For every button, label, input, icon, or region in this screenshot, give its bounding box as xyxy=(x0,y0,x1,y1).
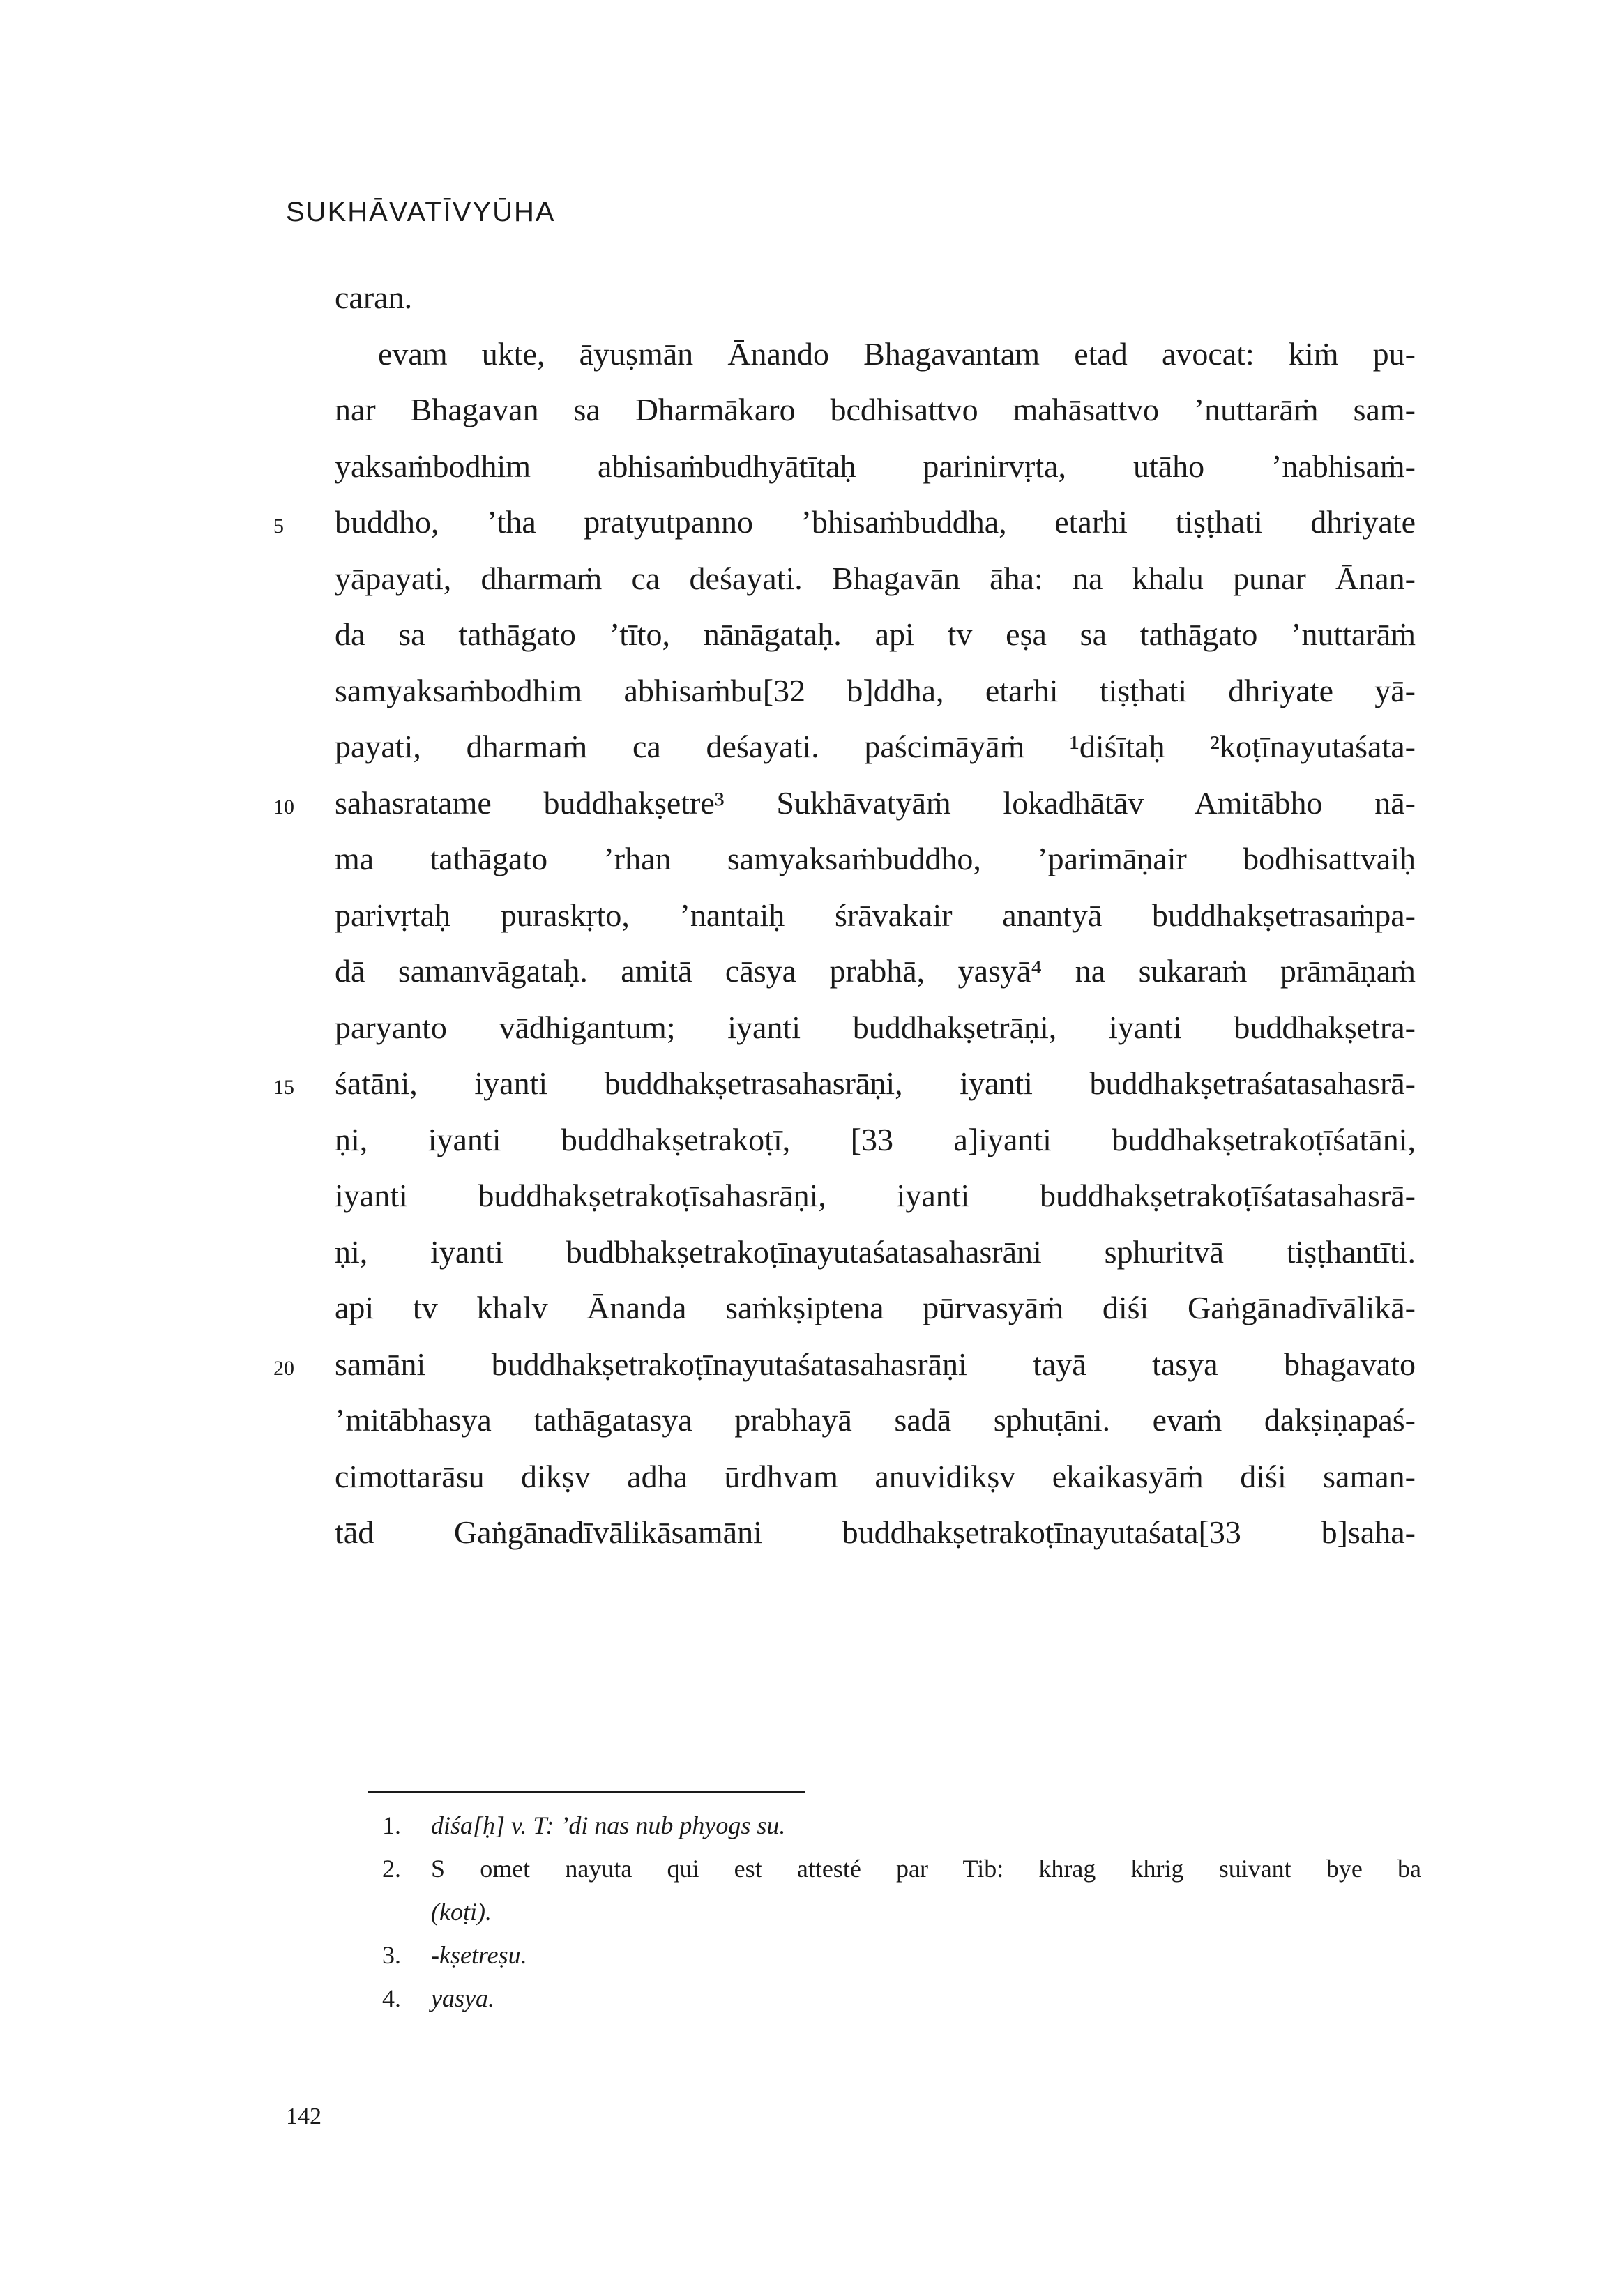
footnote-text: yasya. xyxy=(431,1984,494,2012)
text-line: ma tathāgato ’rhan samyaksaṁbuddho, ’parimāṇair bodhisattvaiḥ xyxy=(335,841,1416,876)
page-number: 142 xyxy=(286,2104,321,2129)
text-line: samāni buddhakṣetrakoṭīnayutaśatasahasrāṇi tayā tasya bhagavato xyxy=(335,1346,1416,1382)
text-line: cimottarāsu dikṣv adha ūrdhvam anuvidikṣv ekaikasyāṁ diśi saman- xyxy=(335,1459,1416,1494)
text-line: samyaksaṁbodhim abhisaṁbu[32 b]ddha, etarhi tiṣṭhati dhriyate yā- xyxy=(335,673,1416,708)
footnote-text: S omet nayuta qui est attesté par Tib: khrag khrig suivant bye ba xyxy=(431,1855,1421,1883)
text-line: yaksaṁbodhim abhisaṁbudhyātītaḥ parinirvṛta, utāho ’nabhisaṁ- xyxy=(335,448,1416,484)
footnote-text: -kṣetreṣu. xyxy=(431,1941,527,1969)
footnote-rule xyxy=(368,1791,805,1793)
footnote-number: 2. xyxy=(382,1855,401,1883)
line-number: 15 xyxy=(273,1076,294,1099)
text-line: ṇi, iyanti buddhakṣetrakoṭī, [33 a]iyanti buddhakṣetrakoṭīśatāni, xyxy=(335,1122,1416,1157)
text-line: payati, dharmaṁ ca deśayati. paścimāyāṁ ¹diśītaḥ ²koṭīnayutaśata- xyxy=(335,729,1416,764)
text-line: da sa tathāgato ’tīto, nānāgataḥ. api tv eṣa sa tathāgato ’nuttarāṁ xyxy=(335,616,1416,652)
text-line: śatāni, iyanti buddhakṣetrasahasrāṇi, iyanti buddhakṣetraśatasahasrā- xyxy=(335,1065,1416,1101)
text-line: paryanto vādhigantum; iyanti buddhakṣetrāṇi, iyanti buddhakṣetra- xyxy=(335,1010,1416,1045)
text-line: yāpayati, dharmaṁ ca deśayati. Bhagavān āha: na khalu punar Ānan- xyxy=(335,561,1416,596)
footnote-text: (koṭi). xyxy=(431,1898,492,1926)
text-line: evam ukte, āyuṣmān Ānando Bhagavantam etad avocat: kiṁ pu- xyxy=(378,336,1416,372)
text-line: dā samanvāgataḥ. amitā cāsya prabhā, yasyā⁴ na sukaraṁ prāmāṇaṁ xyxy=(335,953,1416,989)
text-line: buddho, ’tha pratyutpanno ’bhisaṁbuddha, etarhi tiṣṭhati dhriyate xyxy=(335,504,1416,540)
line-number: 20 xyxy=(273,1357,294,1380)
text-line: parivṛtaḥ puraskṛto, ’nantaiḥ śrāvakair anantyā buddhakṣetrasaṁpa- xyxy=(335,897,1416,933)
line-number: 5 xyxy=(273,515,284,538)
footnote-text: diśa[ḥ] v. T: ’di nas nub phyogs su. xyxy=(431,1811,786,1839)
text-line: ṇi, iyanti budbhakṣetrakoṭīnayutaśatasahasrāni sphuritvā tiṣṭhantīti. xyxy=(335,1234,1416,1270)
text-line: tād Gaṅgānadīvālikāsamāni buddhakṣetrakoṭīnayutaśata[33 b]saha- xyxy=(335,1514,1416,1550)
footnote-number: 3. xyxy=(382,1941,401,1969)
text-line: iyanti buddhakṣetrakoṭīsahasrāṇi, iyanti buddhakṣetrakoṭīśatasahasrā- xyxy=(335,1178,1416,1213)
text-line: api tv khalv Ānanda saṁkṣiptena pūrvasyāṁ diśi Gaṅgānadīvālikā- xyxy=(335,1290,1416,1325)
footnote-number: 4. xyxy=(382,1984,401,2012)
text-line: sahasratame buddhakṣetre³ Sukhāvatyāṁ lokadhātāv Amitābho nā- xyxy=(335,785,1416,821)
footnote-number: 1. xyxy=(382,1811,401,1839)
text-line: caran. xyxy=(335,280,413,315)
text-line: ’mitābhasya tathāgatasya prabhayā sadā sphuṭāni. evaṁ dakṣiṇapaś- xyxy=(335,1402,1416,1438)
line-number: 10 xyxy=(273,796,294,819)
text-line: nar Bhagavan sa Dharmākaro bcdhisattvo mahāsattvo ’nuttarāṁ sam- xyxy=(335,392,1416,427)
running-head: SUKHĀVATĪVYŪHA xyxy=(286,197,556,227)
